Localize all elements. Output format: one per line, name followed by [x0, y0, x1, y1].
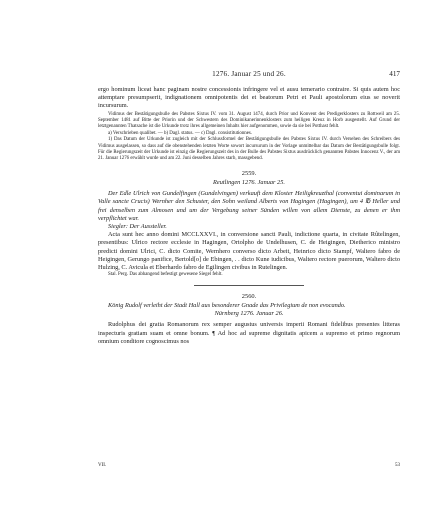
- document-number-2559: 2559.: [241, 169, 257, 177]
- note-2559: Stal. Perg. Das abhangend befestigt gewesene Siegel fehlt.: [108, 272, 223, 278]
- sealer-2559: Siegler: Der Aussteller.: [108, 223, 167, 231]
- note-paragraph: a) Verschrieben qualibet. — b) Dagl. status. — c) Dagl. consistitutionnes.: [108, 130, 253, 136]
- dateline-2560: Nürnberg 1276. Januar 26.: [214, 310, 284, 318]
- volume-number: VII.: [98, 463, 107, 468]
- document-number-2560: 2560.: [241, 292, 257, 300]
- notes-2558: [98, 112, 400, 163]
- section-divider: [194, 285, 304, 286]
- continued-text: ergo hominum liceat hanc paginam nostre concessionis infringere vel ei ausu temerario contraire. Si quis autem hoc attemptare presumpserit, indignationem omnipotentis dei et beatorum Petri et Pauli apostolorum eius se noverit incursurum.: [98, 86, 400, 110]
- page-body: [98, 86, 400, 346]
- dateline-2559: Reutlingen 1276. Januar 25.: [213, 179, 285, 187]
- regest-2560: König Rudolf verleiht der Stadt Hall aus besonderer Gnade das Privilegium de non evocando.: [108, 301, 346, 309]
- sheet-signature: 53: [395, 463, 400, 468]
- text-2560: Rudolphus dei gratia Romanorum rex semper augustus universis imperii Romani fidelibus presentes litteras inspecturis gratiam suam et omne bonum. ¶ Ad hoc ad supreme dignitatis apicem a supremo et primo regnorum omnium conditore cognoscimus nos: [98, 321, 400, 345]
- note-paragraph: 1) Das Datum der Urkunde ist zugleich mit der Schlussformel der Bestätigungsbulle des Pabstes Sixtus IV. durch Versehen des Schreibers des Vidimus ausgelassen, so dass auf die obenstehenden letzten Worte sowort incursurum in der Vorlage unmittelbar das Datum der Bestätigungsbulle folgt. Für die Regierungszeit der Urkunde ist einzig die Regierungszeit des in der Bulle des Pabstes Sixtus ausdrücklich genannten Pabstes Innocenz V., der am 21. Januar 1276 erwählt wurde und am 22. Juni desselben Jahres starb, massgebend.: [98, 137, 400, 162]
- regest-2559: Der Edle Ulrich von Gundelfingen (Gundelvingen) verkauft dem Kloster Heiligkreuzthal (conventui dominarum in Valle sancte Crucis) Wernher den Schuster, den Sohn weiland Alberts von Hagingen (Hagingen), um 4 ℔ Heller und frei denselben zum Almosen und um der Vergebung seiner Sünden willen von allem Dienste, zu denen er ihm verpflichtet war.: [98, 190, 400, 222]
- text-2559: Acta sunt hec anno domini MCCLXXVI., in conversione sancti Pauli, indictione quarta, in civitate Rûtelingen, presentibus: Ulrico rectore ecclesie in Hagingen, Ortolpho de Undelhusen, C. de Heigingen, Dietherico ministro predicti domini Ulrici, C. dicto Comite, Wernhero converso dicto Arbeit, Heinrico dicto Stampf, Waltero fabro de Heigingen, Gerungo panifice, Bertold[o] de Ebingen, . . dicto Kune iudicibus, Waltero rectore puerorum, Waltero dicto Hulzing, C. Avicula et Eberhardo fabro de Egilingen civibus in Rutelingen.: [98, 231, 400, 272]
- running-title: 1276. Januar 25 und 26.: [212, 70, 286, 78]
- note-paragraph: Vidimus der Bestätigungsbulle des Pabstes Sixtus IV. vom 31. August 1474, durch Prior und Konvent des Predigerklosters zu Rottweil am 25. September 1481 auf Bitte der Priorin und der Schwestern des Dominikanerinnenklosters zum heiligen Kreuz in Horb ausgestellt. Auf Grund der letztgenannten Thatsache ist die Urkunde trotz ihres allgemeinen Inhalts hier aufgenommen, sowie da sie bei Potthast fehlt.: [98, 111, 400, 130]
- page-number: 417: [389, 70, 400, 78]
